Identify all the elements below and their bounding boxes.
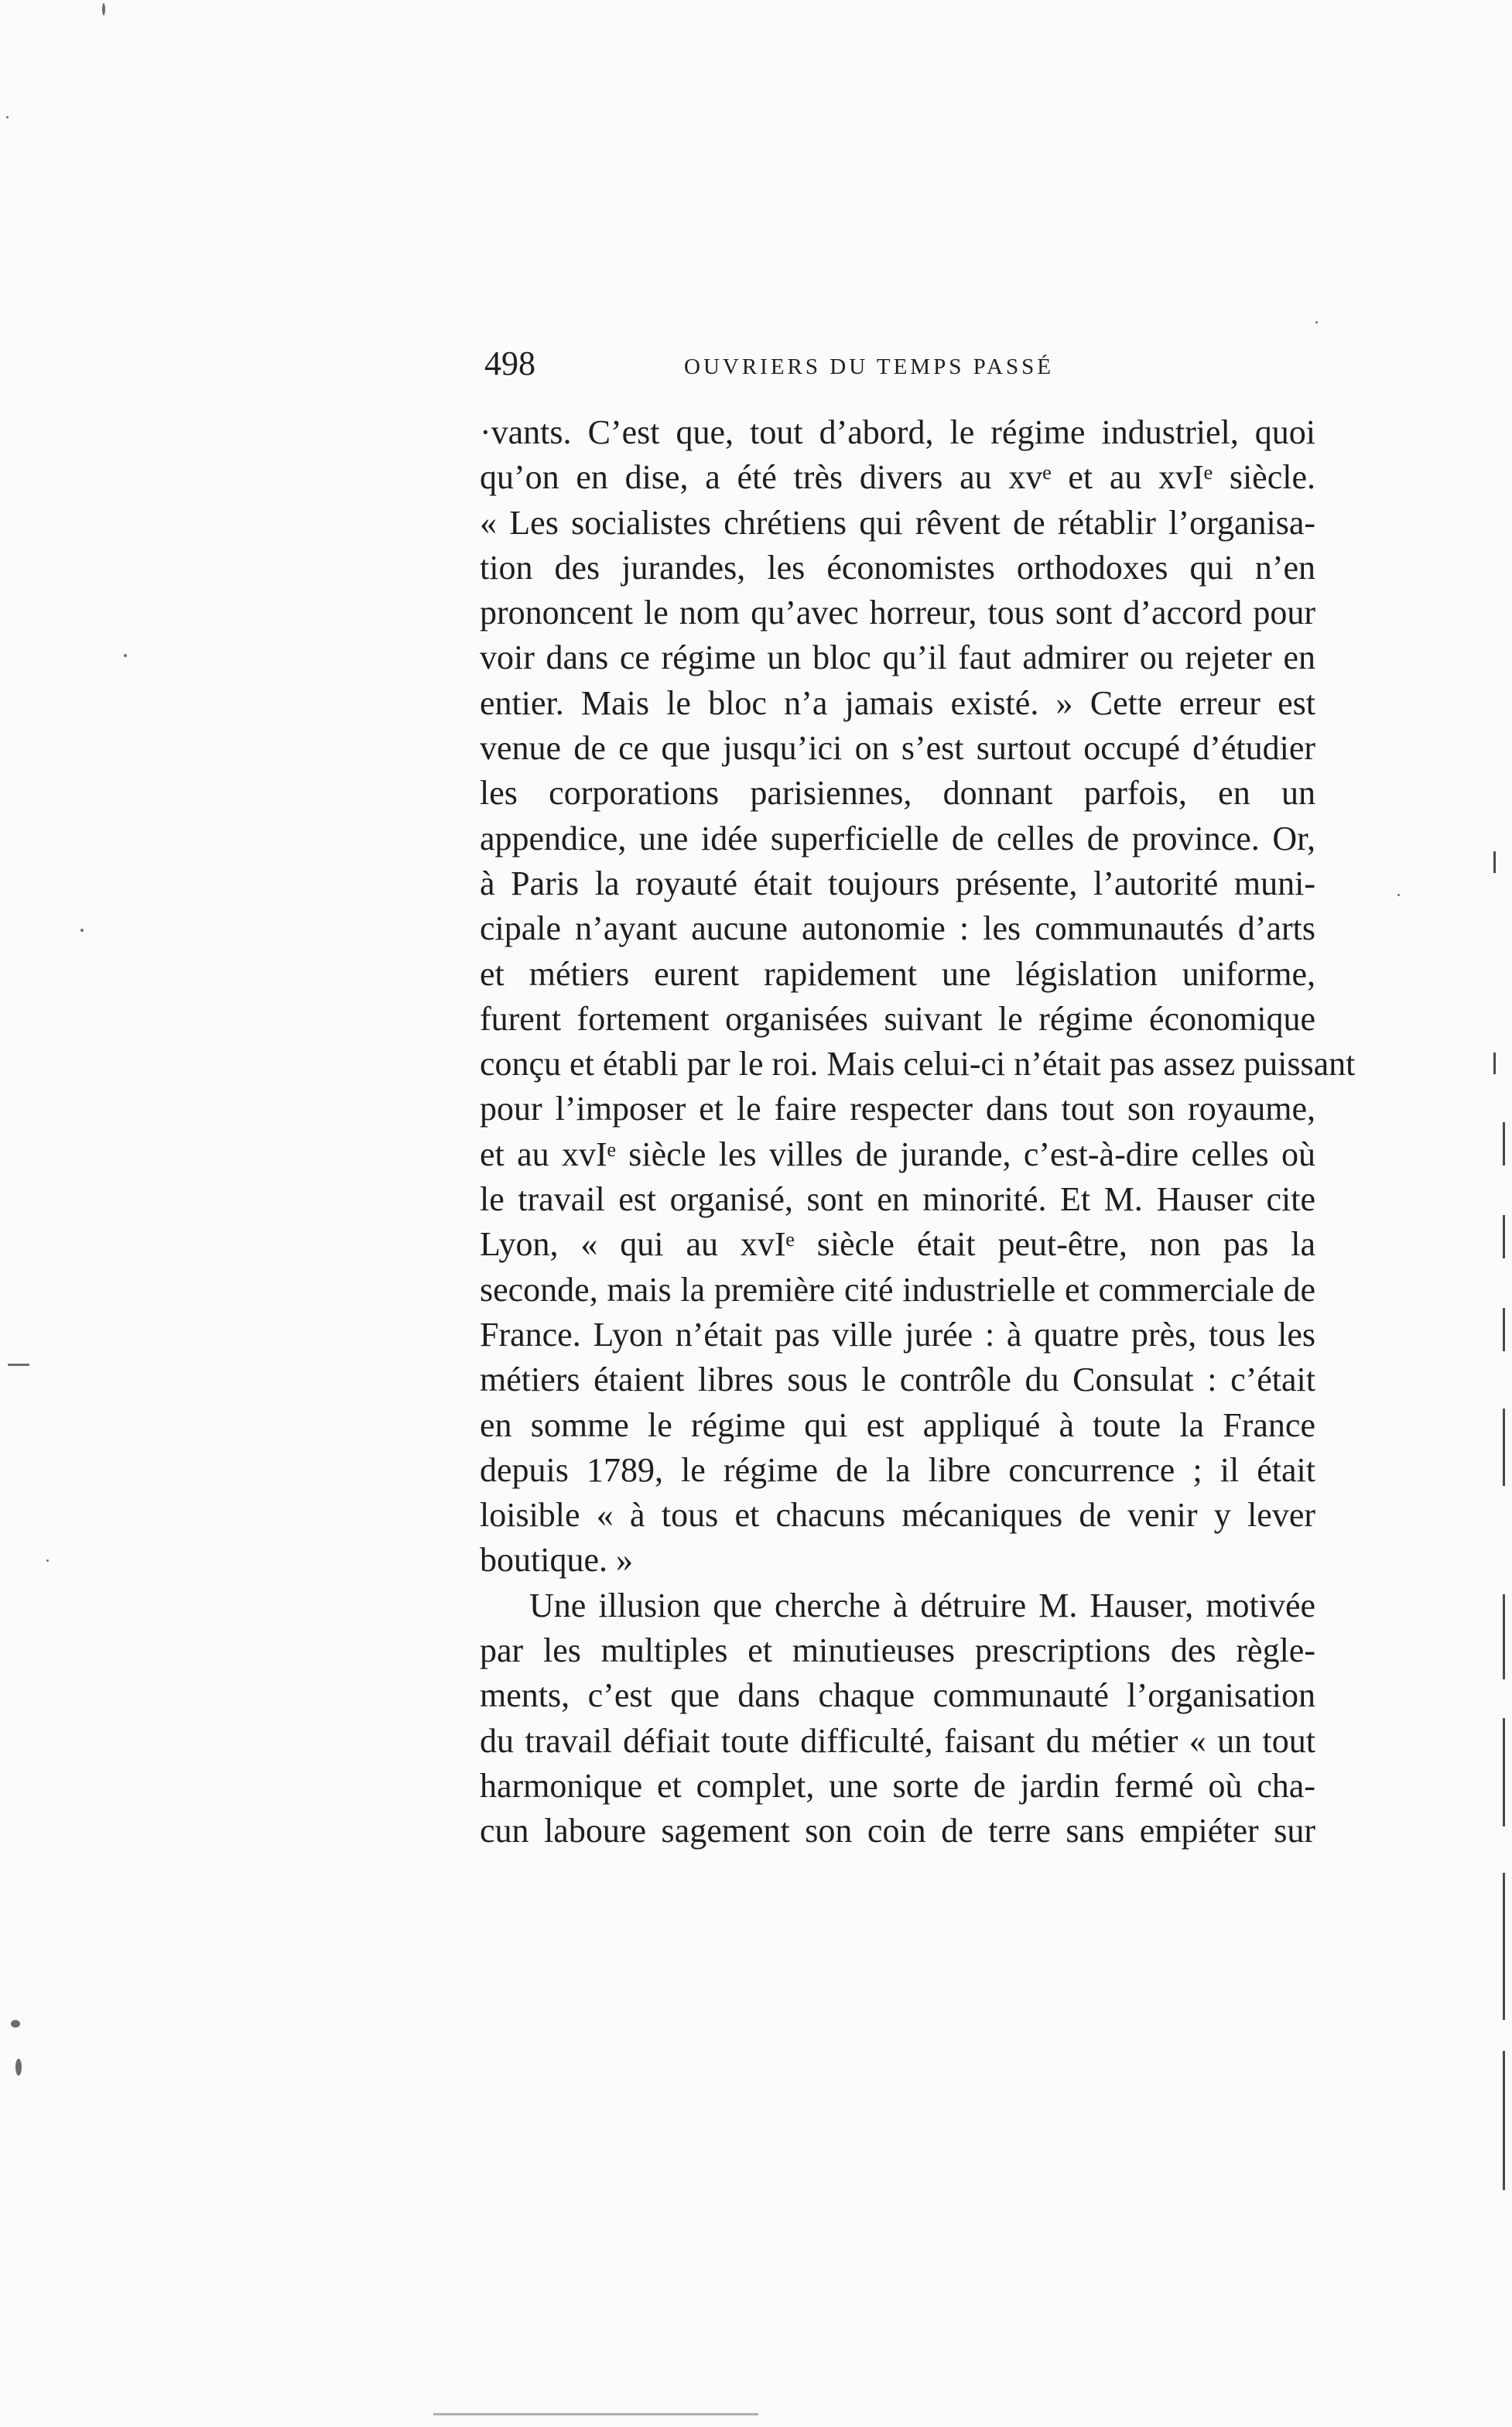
margin-mark [1503,1308,1505,1351]
scan-speck [15,2059,22,2076]
text-line: France. Lyon n’était pas ville jurée : à quatre près, tous les [480,1315,1315,1354]
margin-mark [1503,1409,1505,1486]
text-line: seconde, mais la première cité industrielle et commerciale de [480,1270,1315,1309]
text-line: ·vants. C’est que, tout d’abord, le régime industriel, quoi [480,413,1315,451]
text-line: prononcent le nom qu’avec horreur, tous sont d’accord pour [480,594,1315,632]
text-line: et au xvIᵉ siècle les villes de jurande, c’est-à-dire celles où [480,1135,1315,1173]
scan-speck [80,929,84,932]
text-line: qu’on en dise, a été très divers au xvᵉ et au xvIᵉ siècle. [480,458,1315,497]
scan-speck [11,2020,20,2028]
margin-mark [1503,2051,1505,2190]
margin-mark [1503,1873,1505,2020]
text-line: cun laboure sagement son coin de terre sans empiéter sur [480,1812,1315,1850]
scan-speck [102,3,105,15]
margin-mark [1493,1053,1496,1074]
text-line: le travail est organisé, sont en minorité. Et M. Hauser cite [480,1180,1315,1219]
body-text [480,410,1356,1854]
text-line: pour l’imposer et le faire respecter dans tout son royaume, [480,1090,1315,1128]
paragraph-2 [480,1583,1315,1854]
text-line: par les multiples et minutieuses prescriptions des règle- [480,1631,1315,1670]
text-line: à Paris la royauté était toujours présente, l’autorité muni- [480,864,1315,902]
text-line: les corporations parisiennes, donnant parfois, en un [480,774,1315,813]
text-line: venue de ce que jusqu’ici on s’est surtout occupé d’étudier [480,729,1315,768]
margin-mark [1503,1215,1505,1258]
text-line: ments, c’est que dans chaque communauté l’organisation [480,1676,1315,1715]
paragraph-1 [480,410,1356,1583]
text-line: loisible « à tous et chacuns mécaniques de venir y lever [480,1496,1315,1535]
scan-speck [6,116,9,118]
scan-speck [124,654,127,657]
text-line: harmonique et complet, une sorte de jardin fermé où cha- [480,1766,1315,1805]
text-line: en somme le régime qui est appliqué à toute la France [480,1405,1315,1444]
text-line: « Les socialistes chrétiens qui rêvent de rétablir l’organisa- [480,503,1315,542]
scan-speck [46,1559,49,1562]
margin-mark [1503,1718,1505,1826]
margin-mark [1493,851,1496,873]
text-line: depuis 1789, le régime de la libre concurrence ; il était [480,1450,1315,1489]
scan-speck [8,1364,29,1366]
margin-mark [1503,1122,1505,1166]
margin-mark [1503,1594,1505,1679]
text-line: conçu et établi par le roi. Mais celui-ci n’était pas assez puissant [480,1045,1356,1083]
page-number: 498 [484,344,535,382]
scan-speck [1397,894,1400,896]
text-line: boutique. » [480,1541,633,1580]
bottom-scan-edge [433,2413,758,2415]
text-line: du travail défiait toute difficulté, faisant du métier « un tout [480,1721,1315,1760]
text-line: appendice, une idée superficielle de celles de province. Or, [480,819,1315,857]
text-line: entier. Mais le bloc n’a jamais existé. » Cette erreur est [480,683,1315,722]
text-line: cipale n’ayant aucune autonomie : les communautés d’arts [480,909,1315,948]
text-line: et métiers eurent rapidement une législation uniforme, [480,954,1315,993]
text-line: Une illusion que cherche à détruire M. Hauser, motivée [529,1586,1315,1624]
text-line: métiers étaient libres sous le contrôle du Consulat : c’était [480,1361,1315,1399]
text-line: voir dans ce régime un bloc qu’il faut admirer ou rejeter en [480,638,1315,677]
text-line: Lyon, « qui au xvIᵉ siècle était peut-être, non pas la [480,1225,1315,1264]
page-header [480,341,1315,395]
text-line: furent fortement organisées suivant le régime économique [480,999,1315,1038]
text-line: tion des jurandes, les économistes orthodoxes qui n’en [480,548,1315,587]
scan-speck [1315,321,1318,323]
running-title: OUVRIERS DU TEMPS PASSÉ [684,354,1054,379]
